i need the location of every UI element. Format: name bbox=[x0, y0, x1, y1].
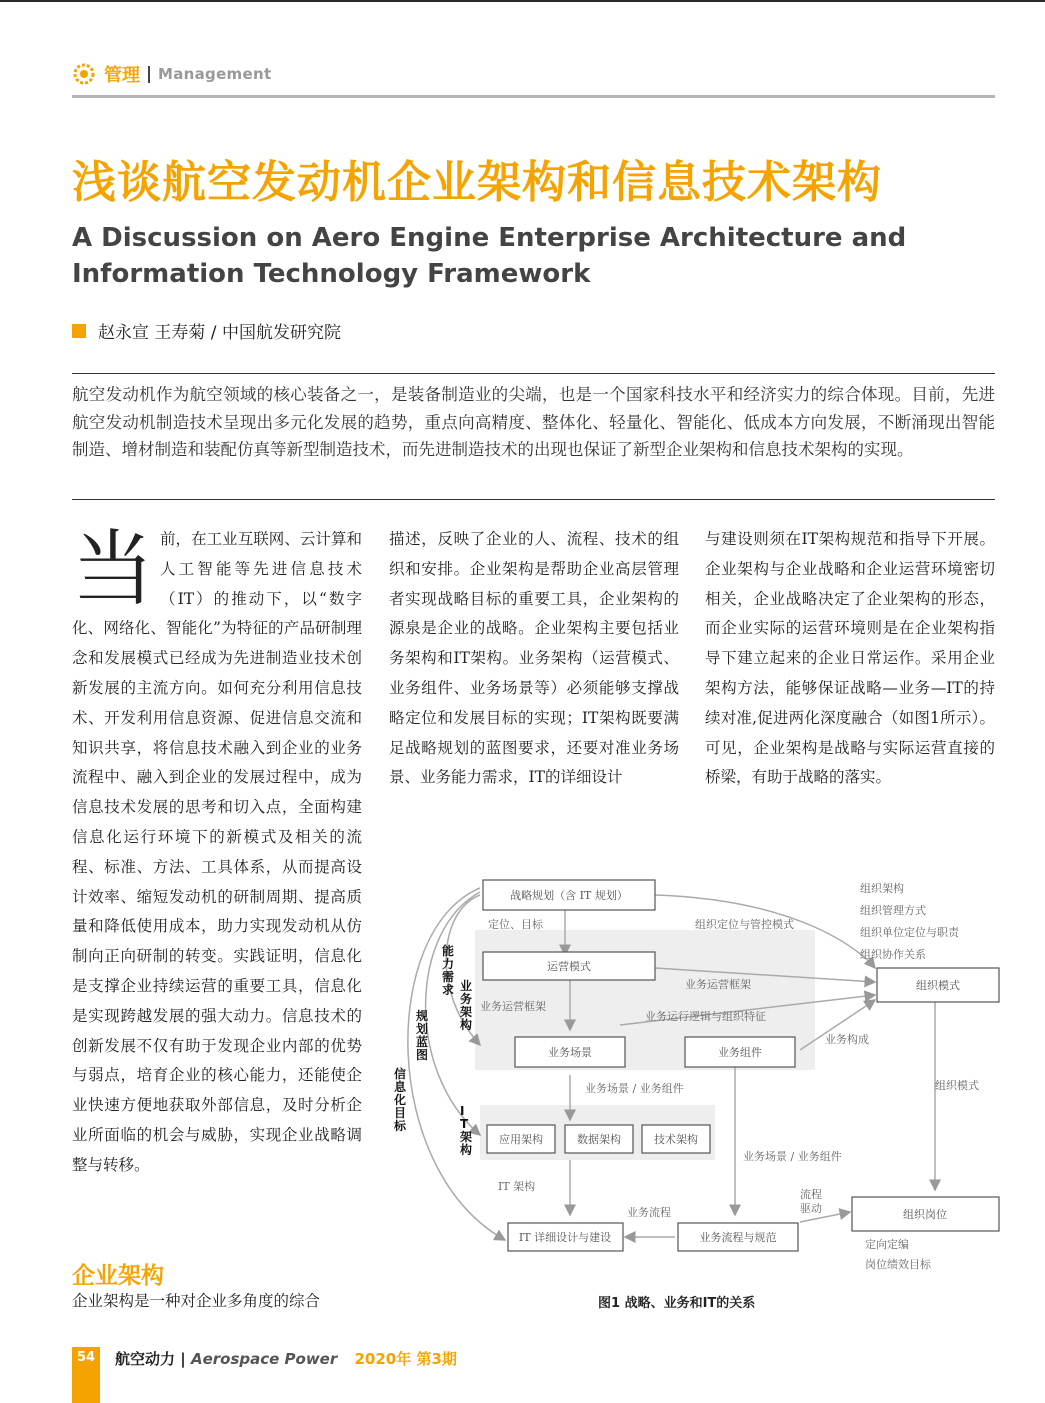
section-text: 企业架构是一种对企业多角度的综合 bbox=[72, 1292, 321, 1310]
box-app-arch-text: 应用架构 bbox=[499, 1133, 543, 1146]
box-org-post-text: 组织岗位 bbox=[903, 1208, 947, 1221]
label-org-model: 组织模式 bbox=[935, 1079, 979, 1092]
label-it-arch: IT 架构 bbox=[498, 1180, 536, 1193]
box-tech-arch-text: 技术架构 bbox=[654, 1133, 698, 1146]
header-separator bbox=[148, 66, 150, 83]
vlabel-it-arch bbox=[459, 1104, 472, 1157]
vlabel-biz-arch-1: 业 bbox=[460, 979, 473, 993]
label-pos-target: 定位、目标 bbox=[488, 918, 543, 931]
authors: 赵永宣 王寿菊 / 中国航发研究院 bbox=[98, 323, 341, 343]
vlabel-info-target-5: 标 bbox=[394, 1119, 407, 1133]
org-list-2: 组织管理方式 bbox=[860, 904, 926, 917]
vlabel-biz-arch-3: 架 bbox=[460, 1005, 473, 1019]
top-border bbox=[0, 0, 1045, 2]
gear-logo-icon bbox=[72, 62, 96, 86]
vlabel-capability bbox=[442, 943, 454, 997]
org-list-3: 组织单位定位与职责 bbox=[860, 926, 959, 939]
section-heading: 企业架构 bbox=[72, 1263, 164, 1289]
box-strategy-text: 战略规划（含 IT 规划） bbox=[510, 889, 628, 902]
box-biz-comp-text: 业务组件 bbox=[718, 1046, 762, 1059]
abstract-top-rule bbox=[72, 373, 995, 374]
vlabel-it-arch-2: T bbox=[460, 1117, 469, 1131]
org-list-4: 组织协作关系 bbox=[860, 948, 926, 961]
vlabel-blueprint-4: 图 bbox=[416, 1048, 429, 1062]
vlabel-biz-arch-4: 构 bbox=[460, 1018, 473, 1032]
section-label-en: Management bbox=[158, 65, 272, 83]
abstract: 航空发动机作为航空领域的核心装备之一，是装备制造业的尖端，也是一个国家科技水平和经济实力的综合体现。目前，先进航空发动机制造技术呈现出多元化发展的趋势，重点向高精度、整体化、轻量化、智能化、低成本方向发展，不断涌现出智能制造、增材制造和装配仿真等新型制造技术，而先进制造技术的出现也保证了新型企业架构和信息技术架构的实现。 bbox=[72, 385, 995, 459]
label-biz-composition: 业务构成 bbox=[825, 1033, 869, 1046]
author-bullet-icon bbox=[72, 324, 86, 338]
label-flow-drive-line2: 驱动 bbox=[800, 1202, 822, 1215]
vlabel-capability-2: 力 bbox=[442, 957, 455, 971]
org-list-1: 组织架构 bbox=[860, 882, 904, 895]
label-ops-frame-b: 业务运营框架 bbox=[685, 978, 751, 991]
vlabel-info-target-3: 化 bbox=[394, 1093, 407, 1107]
vlabel-blueprint-1: 规 bbox=[416, 1009, 429, 1023]
figure-caption: 图1 战略、业务和IT的关系 bbox=[598, 1296, 756, 1311]
label-biz-logic: 业务运行逻辑与组织特征 bbox=[645, 1010, 766, 1023]
body-column-1-text: 前，在工业互联网、云计算和人工智能等先进信息技术（IT）的推动下，以“数字化、网络化、智能化”为特征的产品研制理念和发展模式已经成为先进制造业技术创新发展的主流方向。如何充分利用信息技术、开发利用信息资源、促进信息交流和知识共享，将信息技术融入到企业的业务流程中、融入到企业的发展过程中，成为信息技术发展的思考和切入点，全面构建信息化运行环境下的新模式及相关的流程、标准、方法、工具体系，从而提高设计效率、缩短发动机的研制周期、提高质量和降低使用成本，助力实现发动机从仿制向正向研制的转变。实践证明，信息化是支撑企业持续运营的重要工具，信息化是实现跨越发展的强大动力。信息技术的创新发展不仅有助于发现企业内部的优势与弱点，培育企业的核心能力，还能使企业快速方便地获取外部信息，及时分析企业所面临的机会与威胁，实现企业战略调整与转移。 bbox=[72, 530, 362, 1174]
box-ops-model-text: 运营模式 bbox=[547, 960, 591, 973]
abstract-bottom-rule bbox=[72, 499, 995, 500]
label-scene-comp-a: 业务场景 / 业务组件 bbox=[585, 1082, 684, 1095]
vlabel-info-target-4: 目 bbox=[394, 1106, 407, 1120]
body-column-3: 与建设则须在IT架构规范和指导下开展。企业架构与企业战略和企业运营环境密切相关，企业战略决定了企业架构的形态，而企业实际的运营环境则是在企业架构指导下建立起来的企业日常运作。采用企业架构方法，能够保证战略—业务—IT的持续对准,促进两化深度融合（如图1所示）。可见，企业架构是战略与实际运营直接的桥梁，有助于战略的落实。 bbox=[705, 530, 995, 787]
label-flow-drive-line1: 流程 bbox=[800, 1188, 822, 1201]
box-biz-process-text: 业务流程与规范 bbox=[699, 1231, 777, 1244]
post-list-1: 定向定编 bbox=[865, 1238, 909, 1251]
article-title-en: A Discussion on Aero Engine Enterprise Architecture and Information Technology Framework bbox=[72, 223, 907, 289]
header-rule bbox=[72, 95, 995, 98]
journal-separator: | bbox=[180, 1350, 186, 1368]
page-number: 54 bbox=[76, 1350, 96, 1365]
box-org-model-text: 组织模式 bbox=[916, 979, 960, 992]
body-column-1 bbox=[72, 522, 362, 1181]
vlabel-info-target-1: 信 bbox=[394, 1067, 407, 1081]
journal-name-cn: 航空动力 bbox=[115, 1350, 176, 1368]
post-list-2: 岗位绩效目标 bbox=[865, 1258, 931, 1271]
label-ops-frame-a: 业务运营框架 bbox=[480, 1000, 546, 1013]
vlabel-it-arch-4: 构 bbox=[460, 1143, 473, 1157]
vlabel-capability-4: 求 bbox=[442, 983, 455, 997]
vlabel-biz-arch bbox=[459, 979, 472, 1032]
vlabel-it-arch-1: I bbox=[460, 1104, 465, 1118]
label-biz-flow: 业务流程 bbox=[627, 1206, 671, 1219]
body-column-2: 描述，反映了企业的人、流程、技术的组织和安排。企业架构是帮助企业高层管理者实现战略目标的重要工具，企业架构的源泉是企业的战略。企业架构主要包括业务架构和IT架构。业务架构（运营模式、业务组件、业务场景等）必须能够支撑战略定位和发展目标的实现；IT架构既要满足战略规划的蓝图要求，还要对准业务场景、业务能力需求，IT的详细设计 bbox=[389, 530, 679, 787]
section-header bbox=[72, 60, 271, 88]
label-org-pos: 组织定位与管控模式 bbox=[695, 918, 794, 931]
footer-journal bbox=[115, 1348, 457, 1369]
figure-1-diagram bbox=[380, 870, 1000, 1280]
author-line bbox=[72, 318, 341, 343]
vlabel-biz-arch-2: 务 bbox=[460, 992, 473, 1006]
section-label-cn: 管理 bbox=[104, 65, 140, 86]
journal-issue: 2020年 第3期 bbox=[354, 1350, 457, 1368]
label-flow-drive bbox=[800, 1187, 826, 1215]
box-data-arch-text: 数据架构 bbox=[577, 1133, 621, 1146]
vlabel-blueprint-3: 蓝 bbox=[416, 1035, 429, 1049]
drop-cap: 当 bbox=[72, 522, 155, 617]
box-biz-scene-text: 业务场景 bbox=[548, 1046, 592, 1059]
vlabel-blueprint bbox=[415, 1008, 428, 1062]
box-it-design-text: IT 详细设计与建设 bbox=[518, 1231, 612, 1244]
label-scene-comp-b: 业务场景 / 业务组件 bbox=[743, 1150, 842, 1163]
vlabel-capability-3: 需 bbox=[442, 970, 455, 984]
journal-name-en: Aerospace Power bbox=[190, 1350, 338, 1368]
vlabel-blueprint-2: 划 bbox=[416, 1022, 429, 1036]
vlabel-it-arch-3: 架 bbox=[460, 1130, 473, 1144]
vlabel-capability-1: 能 bbox=[442, 944, 455, 958]
article-title-cn: 浅谈航空发动机企业架构和信息技术架构 bbox=[72, 157, 882, 208]
vlabel-info-target bbox=[393, 1066, 407, 1133]
vlabel-info-target-2: 息 bbox=[394, 1080, 407, 1094]
